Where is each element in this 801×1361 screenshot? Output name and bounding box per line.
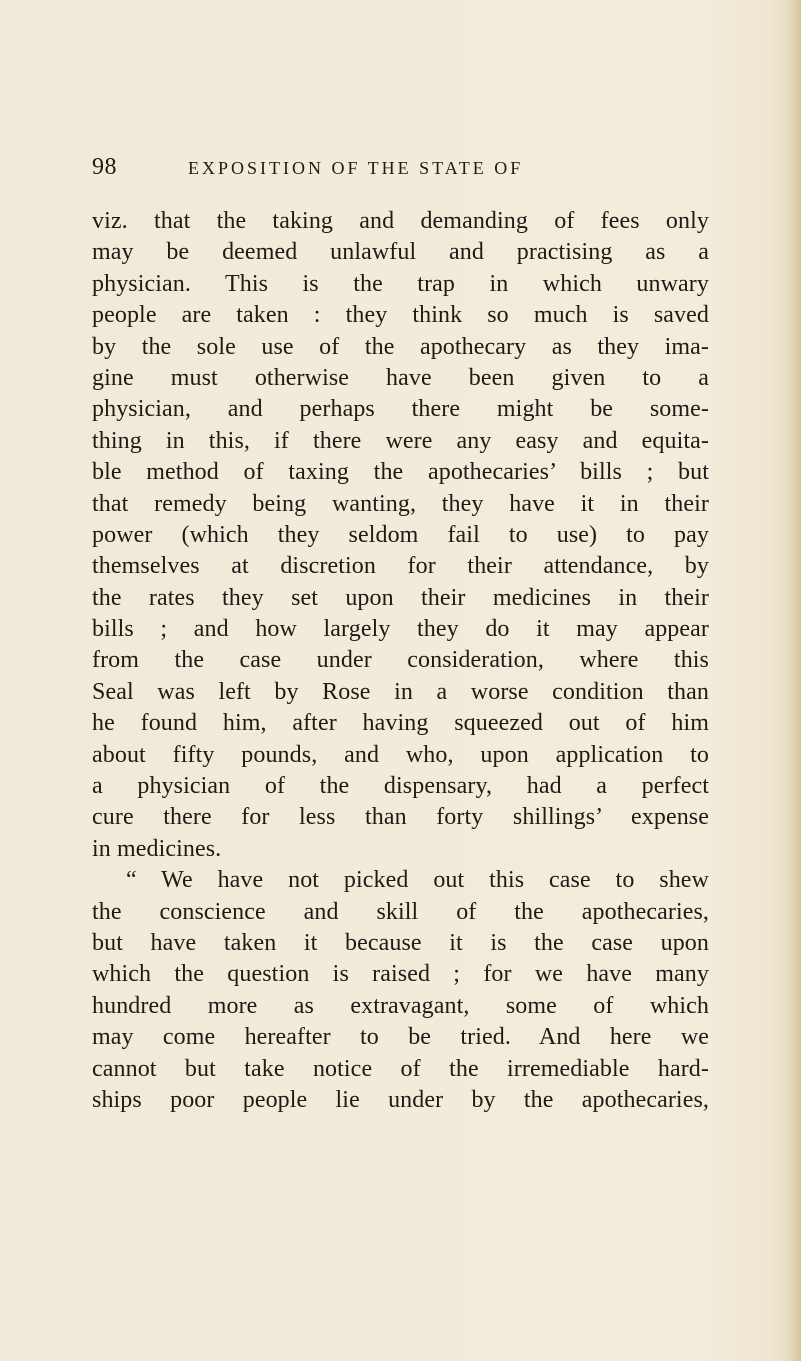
page-number: 98 bbox=[92, 154, 117, 180]
body-text bbox=[92, 206, 709, 1316]
text-line: from the case under consideration, where this bbox=[92, 647, 709, 674]
page-edge-shadow bbox=[783, 0, 801, 1361]
text-line: the rates they set upon their medicines in their bbox=[92, 584, 709, 611]
text-line: thing in this, if there were any easy and equita- bbox=[92, 427, 709, 454]
text-line: hundred more as extravagant, some of which bbox=[92, 992, 709, 1019]
text-line: may be deemed unlawful and practising as a bbox=[92, 239, 709, 266]
text-line: he found him, after having squeezed out of him bbox=[92, 710, 709, 737]
paragraph-end-line: in medicines. bbox=[92, 835, 222, 862]
text-line: bills ; and how largely they do it may appear bbox=[92, 616, 709, 643]
text-line: viz. that the taking and demanding of fees only bbox=[92, 208, 709, 234]
text-line: by the sole use of the apothecary as they ima- bbox=[92, 333, 709, 360]
text-line: may come hereafter to be tried. And here we bbox=[92, 1024, 709, 1051]
paragraph-start-line: “ We have not picked out this case to shew bbox=[126, 867, 709, 894]
text-line: gine must otherwise have been given to a bbox=[92, 364, 709, 391]
page-header bbox=[92, 147, 652, 187]
text-line: physician. This is the trap in which unwary bbox=[92, 270, 709, 297]
running-head: EXPOSITION OF THE STATE OF bbox=[188, 158, 524, 178]
text-line: power (which they seldom fail to use) to pay bbox=[92, 521, 709, 548]
text-line: Seal was left by Rose in a worse condition than bbox=[92, 678, 709, 705]
text-line: that remedy being wanting, they have it in their bbox=[92, 490, 709, 517]
text-line: but have taken it because it is the case upon bbox=[92, 929, 709, 956]
text-line: which the question is raised ; for we have many bbox=[92, 961, 709, 988]
text-line: a physician of the dispensary, had a perfect bbox=[92, 773, 709, 800]
text-line: cannot but take notice of the irremediable hard- bbox=[92, 1055, 709, 1082]
text-line: about fifty pounds, and who, upon application to bbox=[92, 741, 709, 768]
text-line: themselves at discretion for their attendance, by bbox=[92, 553, 709, 580]
text-line: ships poor people lie under by the apothecaries, bbox=[92, 1086, 709, 1113]
text-line: the conscience and skill of the apothecaries, bbox=[92, 898, 709, 925]
text-line: physician, and perhaps there might be some- bbox=[92, 396, 709, 423]
text-line: people are taken : they think so much is saved bbox=[92, 302, 709, 329]
text-line: cure there for less than forty shillings’ expense bbox=[92, 804, 709, 831]
text-line: ble method of taxing the apothecaries’ bills ; but bbox=[92, 459, 709, 486]
